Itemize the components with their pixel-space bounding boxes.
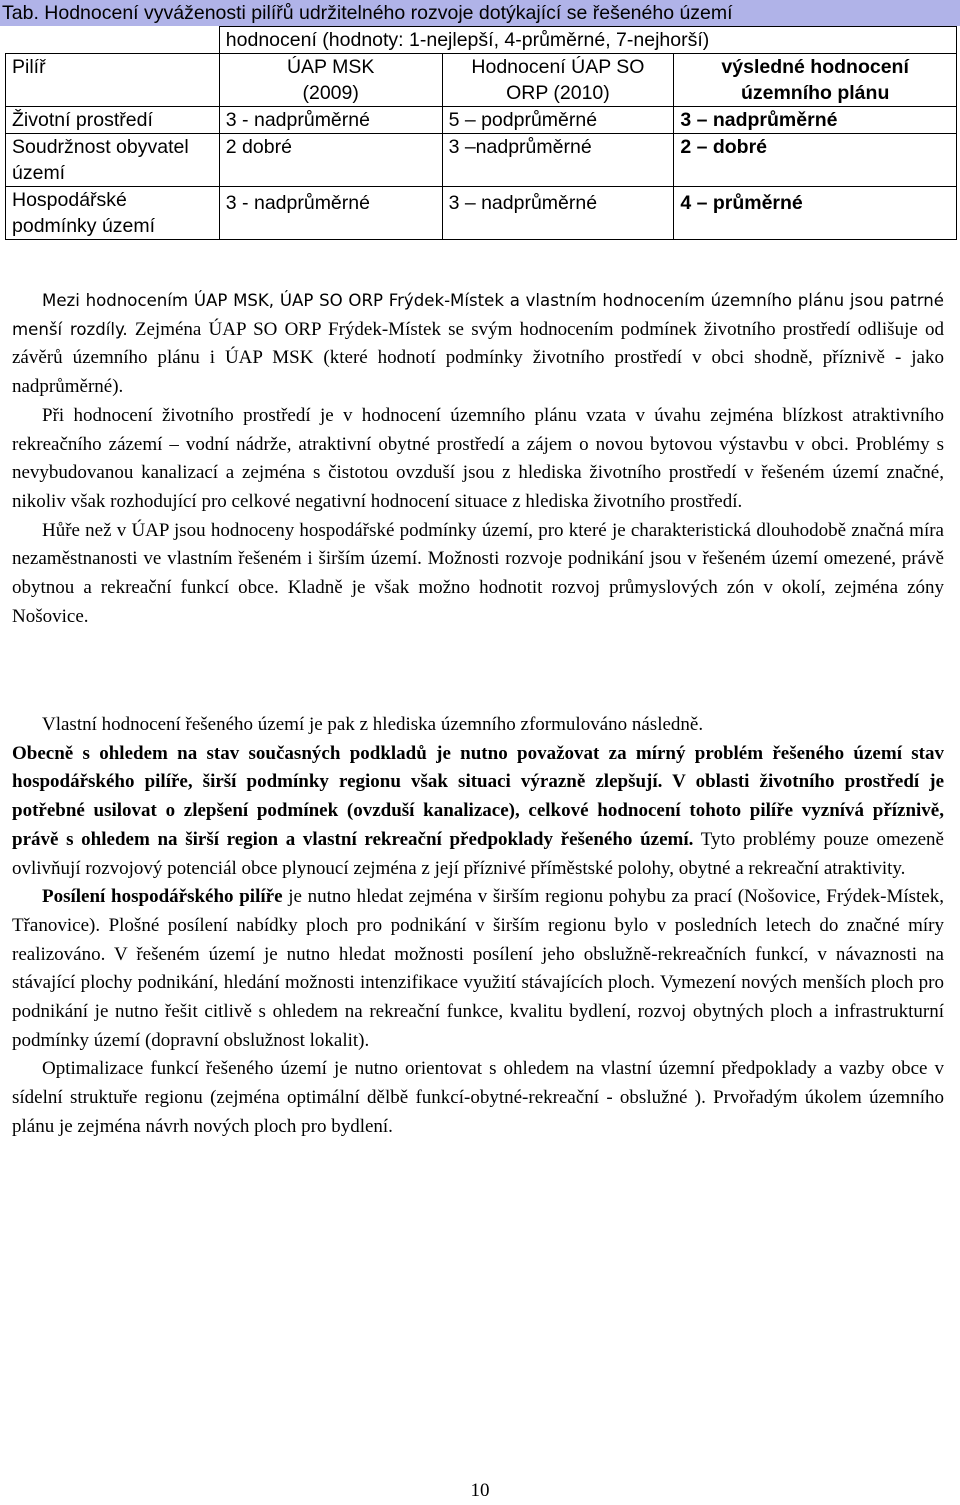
table-header-row [6, 54, 957, 107]
cell-final: 4 – průměrné [674, 187, 957, 240]
cell-uap-so: 5 – podprůměrné [442, 107, 674, 134]
header-final: výsledné hodnocení územního plánu [674, 54, 957, 107]
paragraph: Optimalizace funkcí řešeného území je nutno orientovat s ohledem na vlastní územní předpoklady a vazby obce v sídelní struktuře regionu (zejména optimální dělbě funkcí-obytné-rekreační - obslužné ). Prvořadým úkolem územního plánu je zejména návrh nových ploch pro bydlení. [12, 1058, 944, 1137]
cell-final: 3 – nadprůměrné [674, 107, 957, 134]
paragraph: Mezi hodnocením ÚAP MSK, ÚAP SO ORP Frýdek-Místek a vlastním hodnocením územního plánu jsou patrné menší rozdíly. Zejména ÚAP SO ORP Frýdek-Místek se svým hodnocením podmínek životního prostředí odlišuje od závěrů územního plánu i ÚAP MSK (které hodnotí podmínky životního prostředí v obci shodně, příznivě - jako nadprůměrné). [12, 291, 944, 398]
paragraph: Při hodnocení životního prostředí je v hodnocení územního plánu vzata v úvahu zejména blízkost atraktivního rekreačního zázemí – vodní nádrže, atraktivní obytné prostředí a zájem o novou bytovou výstavbu v obci. Problémy s nevybudovanou kanalizací a zejména s čistotou ovzduší jsou z hlediska životního prostředí v řešeném území značné, nikoliv však rozhodující pro celkové negativní hodnocení situace z hlediska životního prostředí. [12, 404, 944, 512]
table-row [6, 107, 957, 134]
cell-final: 2 – dobré [674, 134, 957, 187]
evaluation-commentary [12, 287, 944, 631]
header-uap-so: Hodnocení ÚAP SO ORP (2010) [442, 54, 674, 107]
paragraph: Hůře než v ÚAP jsou hodnoceny hospodářské podmínky území, pro které je charakteristická dlouhodobě značná míra nezaměstnanosti ve vlastním řešeném i širším území. Možnosti rozvoje podnikání jsou v řešeném území omezené, právě obytnou a rekreační funkcí obce. Kladně je však možno hodnotit rozvoj průmyslových zón v okolí, zejména zóny Nošovice. [12, 519, 944, 627]
summary-section [12, 711, 944, 1142]
cell-uap-msk: 3 - nadprůměrné [219, 187, 442, 240]
rating-table [5, 26, 957, 240]
cell-pillar: Životní prostředí [6, 107, 220, 134]
cell-uap-msk: 2 dobré [219, 134, 442, 187]
cell-uap-so: 3 –nadprůměrné [442, 134, 674, 187]
header-uap-msk: ÚAP MSK (2009) [219, 54, 442, 107]
paragraph: Obecně s ohledem na stav současných podkladů je nutno považovat za mírný problém řešeného území stav hospodářského pilíře, širší podmínky regionu však situaci výrazně zlepšují. V oblasti životního prostředí je potřebné usilovat o zlepšení podmínek (ovzduší kanalizace), celkové hodnocení tohoto pilíře vyznívá příznivě, právě s ohledem na širší region a vlastní rekreační předpoklady řešeného území. Tyto problémy pouze omezeně ovlivňují rozvojový potenciál obce plynoucí zejména z její příznivé příměstské polohy, obytné a rekreační atraktivity. [12, 742, 945, 879]
paragraph: Posílení hospodářského pilíře je nutno hledat zejména v širším regionu pohybu za prací (Nošovice, Frýdek-Místek, Třanovice). Plošné posílení nabídky ploch pro podnikání v širším regionu bylo v posledních letech do značné míry realizováno. V řešeném území je nutno hledat možnosti posílení jeho obslužně-rekreačních funkcí, v návaznosti na stávající plochy podnikání, hledání možnosti intenzifikace využití stávajících ploch. Vymezení nových menších ploch pro podnikání je nutno řešit citlivě s ohledem na rekreační funkce, kvalitu bydlení, rozvoj obytných ploch a infrastrukturní podmínky území (dopravní obslužnost lokalit). [12, 886, 944, 1051]
page-number: 10 [470, 1480, 490, 1501]
cell-pillar: Hospodářské podmínky území [6, 187, 220, 240]
table-row [6, 134, 957, 187]
header-pillar: Pilíř [6, 54, 220, 107]
cell-uap-so: 3 – nadprůměrné [442, 187, 674, 240]
scale-note: hodnocení (hodnoty: 1-nejlepší, 4-průměrné, 7-nejhorší) [219, 27, 956, 54]
cell-uap-msk: 3 - nadprůměrné [219, 107, 442, 134]
paragraph: Vlastní hodnocení řešeného území je pak z hlediska územního zformulováno následně. [42, 714, 704, 735]
table-row [6, 187, 957, 240]
intro-sentence: Mezi hodnocením ÚAP MSK, ÚAP SO ORP Frýdek-Místek a vlastním hodnocením územního plánu jsou patrné menší rozdíly. [12, 291, 944, 339]
table-title: Tab. Hodnocení vyváženosti pilířů udržitelného rozvoje dotýkající se řešeného území [0, 0, 960, 26]
cell-pillar: Soudržnost obyvatel území [6, 134, 220, 187]
scale-note-row [6, 27, 957, 54]
